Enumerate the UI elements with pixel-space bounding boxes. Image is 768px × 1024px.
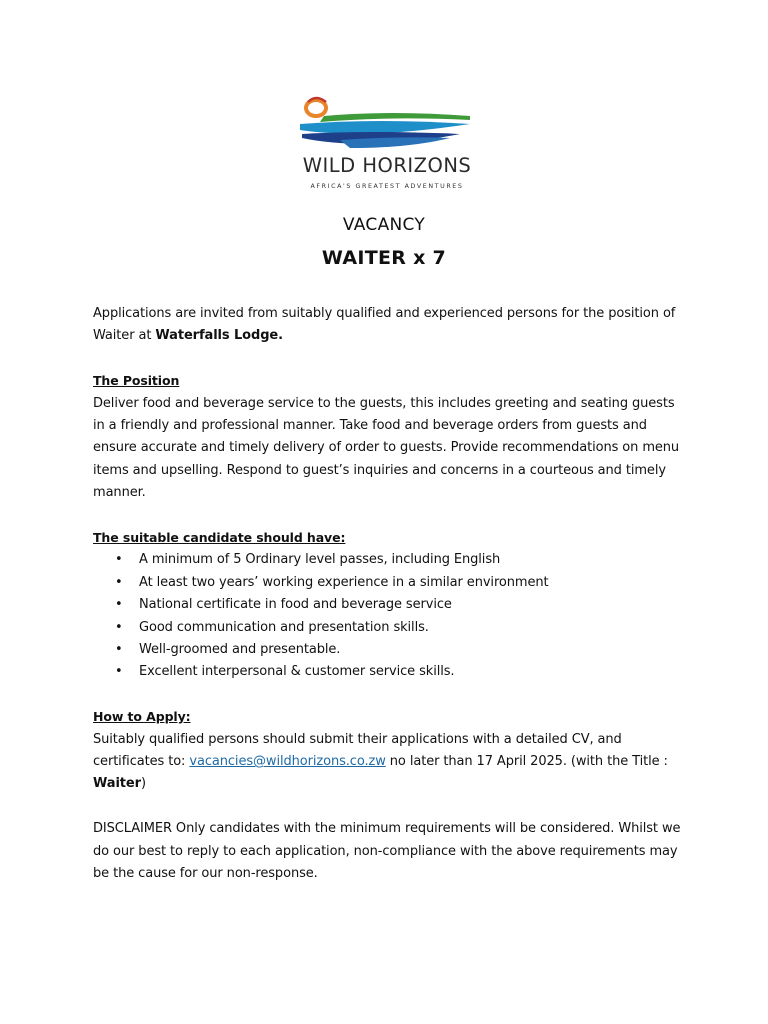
position-paragraph: Deliver food and beverage service to the guests, this includes greeting and seating guests in a friendly and professional manner. Take food and beverage orders from guests and ensure accurate and timely delivery of order to guests. Provide recommendations on menu items and upselling. Respond to guest’s inquiries and concerns in a courteous and timely manner. <box>93 395 680 501</box>
list-item <box>93 549 683 571</box>
document-body <box>93 303 683 886</box>
bullet-icon: • <box>115 619 123 635</box>
bullet-icon: • <box>115 597 123 613</box>
wild-horizons-logo <box>280 90 494 208</box>
bullet-icon: • <box>115 642 123 658</box>
list-item <box>93 639 683 661</box>
requirement-text: A minimum of 5 Ordinary level passes, including English <box>139 552 501 568</box>
apply-heading: How to Apply: <box>93 709 191 725</box>
candidate-heading: The suitable candidate should have: <box>93 530 346 546</box>
list-item <box>93 617 683 639</box>
list-item <box>93 594 683 616</box>
requirement-text: Excellent interpersonal & customer service skills. <box>139 664 455 680</box>
apply-deadline: no later than 17 April 2025. (with the Title : <box>385 754 668 770</box>
intro-location: Waterfalls Lodge. <box>155 328 283 344</box>
requirement-text: Good communication and presentation skills. <box>139 619 429 635</box>
green-band-icon <box>320 113 470 122</box>
blue-band-icon <box>300 121 470 134</box>
logo-wordmark: WILD HORIZONS <box>302 154 472 177</box>
list-item <box>93 661 683 683</box>
list-item <box>93 572 683 594</box>
apply-paragraph <box>93 729 683 796</box>
requirement-text: National certificate in food and beverage service <box>139 597 452 613</box>
position-title: WAITER x 7 <box>321 247 447 269</box>
vacancy-title: VACANCY <box>342 215 426 235</box>
bullet-icon: • <box>115 574 123 590</box>
intro-text: Applications are invited from suitably qualified and experienced persons for the position of Waiter at <box>93 306 676 344</box>
requirement-text: At least two years’ working experience in a similar environment <box>139 574 549 590</box>
apply-text: Suitably qualified persons should submit their applications with a detailed CV, and certificates to: <box>93 731 622 770</box>
requirement-text: Well-groomed and presentable. <box>139 642 341 658</box>
requirements-list <box>93 549 683 683</box>
apply-title: Waiter <box>93 776 141 792</box>
bullet-icon: • <box>115 664 123 680</box>
email-link[interactable]: vacancies@wildhorizons.co.zw <box>189 754 386 770</box>
position-heading: The Position <box>93 373 180 389</box>
disclaimer-paragraph: DISCLAIMER Only candidates with the minimum requirements will be considered. Whilst we do our best to reply to each application, non-compliance with the above requirements may be the cause for our non-response. <box>93 821 681 882</box>
apply-close: ) <box>140 776 146 792</box>
logo-graphic <box>280 90 494 154</box>
logo-tagline: AFRICA'S GREATEST ADVENTURES <box>310 183 464 190</box>
intro-paragraph <box>93 303 683 348</box>
bullet-icon: • <box>115 552 123 568</box>
